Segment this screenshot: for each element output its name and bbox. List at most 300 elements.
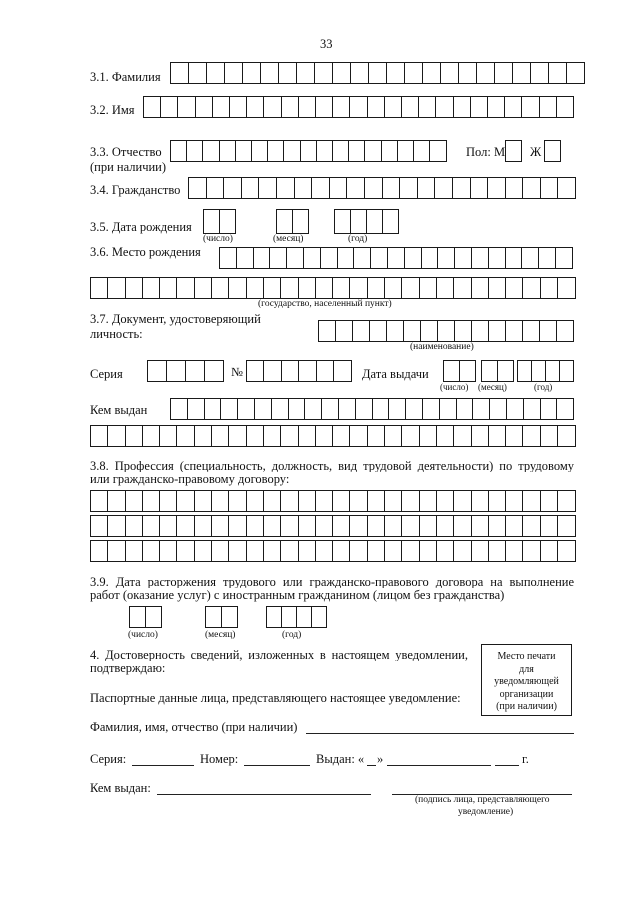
name-field[interactable] [143,96,574,118]
input-cell[interactable] [311,177,330,199]
input-cell[interactable] [488,247,506,269]
input-cell[interactable] [314,62,333,84]
input-cell[interactable] [125,515,144,537]
input-cell[interactable] [321,398,339,420]
input-cell[interactable] [540,515,559,537]
input-cell[interactable] [540,177,559,199]
input-cell[interactable] [367,277,386,299]
input-cell[interactable] [333,360,352,382]
input-cell[interactable] [494,62,513,84]
input-cell[interactable] [348,140,366,162]
input-cell[interactable] [332,540,351,562]
input-cell[interactable] [470,177,489,199]
input-cell[interactable] [505,425,524,447]
input-cell[interactable] [228,540,247,562]
input-cell[interactable] [236,247,254,269]
input-cell[interactable] [522,515,541,537]
input-cell[interactable] [220,398,238,420]
input-cell[interactable] [436,277,455,299]
input-cell[interactable] [453,490,472,512]
input-cell[interactable] [125,540,144,562]
input-cell[interactable] [334,209,351,234]
input-cell[interactable] [280,277,299,299]
input-cell[interactable] [228,515,247,537]
input-cell[interactable] [436,425,455,447]
input-cell[interactable] [401,515,420,537]
input-cell[interactable] [388,398,406,420]
input-cell[interactable] [413,140,431,162]
input-cell[interactable] [246,277,265,299]
input-cell[interactable] [170,62,189,84]
input-cell[interactable] [211,277,230,299]
input-cell[interactable] [298,540,317,562]
input-cell[interactable] [176,540,195,562]
input-cell[interactable] [453,425,472,447]
input-cell[interactable] [318,320,336,342]
input-cell[interactable] [246,96,265,118]
input-cell[interactable] [263,515,282,537]
input-cell[interactable] [556,96,575,118]
input-cell[interactable] [315,425,334,447]
input-cell[interactable] [346,177,365,199]
input-cell[interactable] [488,277,507,299]
input-cell[interactable] [437,320,455,342]
input-cell[interactable] [267,140,285,162]
sex-male-box[interactable] [505,140,522,162]
input-cell[interactable] [283,140,301,162]
input-cell[interactable] [422,398,440,420]
input-cell[interactable] [419,540,438,562]
input-cell[interactable] [223,177,242,199]
input-cell[interactable] [487,96,506,118]
input-cell[interactable] [471,540,490,562]
input-cell[interactable] [401,490,420,512]
input-cell[interactable] [194,277,213,299]
input-cell[interactable] [381,140,399,162]
input-cell[interactable] [219,247,237,269]
input-cell[interactable] [471,320,489,342]
input-cell[interactable] [540,277,559,299]
input-cell[interactable] [286,247,304,269]
input-cell[interactable] [206,177,225,199]
input-cell[interactable] [453,277,472,299]
issued-by-field-2[interactable] [90,425,576,447]
input-cell[interactable] [349,277,368,299]
input-cell[interactable] [90,540,109,562]
termination-month-field[interactable] [205,606,238,628]
input-cell[interactable] [269,247,287,269]
input-cell[interactable] [505,177,524,199]
input-cell[interactable] [125,277,144,299]
input-cell[interactable] [429,140,447,162]
input-cell[interactable] [487,177,506,199]
input-cell[interactable] [281,360,300,382]
input-cell[interactable] [538,247,556,269]
input-cell[interactable] [439,398,457,420]
input-cell[interactable] [145,606,162,628]
input-cell[interactable] [258,177,277,199]
input-cell[interactable] [489,398,507,420]
input-cell[interactable] [316,140,334,162]
input-cell[interactable] [280,490,299,512]
input-cell[interactable] [211,515,230,537]
input-cell[interactable] [349,515,368,537]
input-cell[interactable] [298,277,317,299]
citizenship-field[interactable] [188,177,576,199]
input-cell[interactable] [90,490,109,512]
input-cell[interactable] [315,540,334,562]
input-cell[interactable] [548,62,567,84]
input-cell[interactable] [458,62,477,84]
input-cell[interactable] [147,360,167,382]
input-cell[interactable] [160,96,179,118]
input-cell[interactable] [386,62,405,84]
input-cell[interactable] [176,277,195,299]
input-cell[interactable] [246,515,265,537]
input-cell[interactable] [471,515,490,537]
input-cell[interactable] [367,425,386,447]
input-cell[interactable] [219,140,237,162]
input-cell[interactable] [566,62,585,84]
input-cell[interactable] [539,320,557,342]
input-cell[interactable] [384,277,403,299]
input-cell[interactable] [367,96,386,118]
input-cell[interactable] [539,96,558,118]
input-cell[interactable] [471,490,490,512]
input-cell[interactable] [540,425,559,447]
input-cell[interactable] [332,96,351,118]
termination-year-field[interactable] [266,606,327,628]
input-cell[interactable] [517,360,532,382]
input-cell[interactable] [296,62,315,84]
input-cell[interactable] [280,540,299,562]
input-cell[interactable] [556,398,574,420]
input-cell[interactable] [505,247,523,269]
input-cell[interactable] [382,177,401,199]
input-cell[interactable] [235,140,253,162]
input-cell[interactable] [90,515,109,537]
input-cell[interactable] [366,209,383,234]
input-cell[interactable] [523,398,541,420]
input-cell[interactable] [281,606,297,628]
birth-day-field[interactable] [203,209,236,234]
input-cell[interactable] [159,490,178,512]
input-cell[interactable] [228,425,247,447]
fio-line[interactable] [306,733,574,734]
input-cell[interactable] [237,398,255,420]
input-cell[interactable] [476,62,495,84]
input-cell[interactable] [280,425,299,447]
input-cell[interactable] [349,490,368,512]
input-cell[interactable] [545,360,560,382]
input-cell[interactable] [436,490,455,512]
input-cell[interactable] [419,425,438,447]
input-cell[interactable] [211,425,230,447]
input-cell[interactable] [368,62,387,84]
input-cell[interactable] [294,177,313,199]
input-cell[interactable] [311,606,327,628]
passport-issued-by-line[interactable] [157,794,371,795]
input-cell[interactable] [194,540,213,562]
input-cell[interactable] [453,96,472,118]
input-cell[interactable] [195,96,214,118]
input-cell[interactable] [505,277,524,299]
input-cell[interactable] [276,177,295,199]
input-cell[interactable] [505,515,524,537]
input-cell[interactable] [125,425,144,447]
input-cell[interactable] [481,360,498,382]
input-cell[interactable] [522,277,541,299]
input-cell[interactable] [188,62,207,84]
input-cell[interactable] [298,360,317,382]
input-cell[interactable] [352,320,370,342]
input-cell[interactable] [263,425,282,447]
input-cell[interactable] [386,320,404,342]
input-cell[interactable] [271,398,289,420]
input-cell[interactable] [315,277,334,299]
input-cell[interactable] [556,320,574,342]
input-cell[interactable] [229,96,248,118]
input-cell[interactable] [315,96,334,118]
input-cell[interactable] [221,606,238,628]
surname-field[interactable] [170,62,585,84]
input-cell[interactable] [263,490,282,512]
input-cell[interactable] [170,140,188,162]
input-cell[interactable] [298,425,317,447]
input-cell[interactable] [107,490,126,512]
input-cell[interactable] [436,515,455,537]
birth-place-field-2[interactable] [90,277,576,299]
input-cell[interactable] [242,62,261,84]
profession-field-1[interactable] [90,490,576,512]
input-cell[interactable] [512,62,531,84]
input-cell[interactable] [254,398,272,420]
input-cell[interactable] [298,96,317,118]
birth-month-field[interactable] [276,209,309,234]
input-cell[interactable] [278,62,297,84]
input-cell[interactable] [228,490,247,512]
input-cell[interactable] [453,515,472,537]
input-cell[interactable] [176,515,195,537]
input-cell[interactable] [185,360,205,382]
input-cell[interactable] [188,177,207,199]
profession-field-2[interactable] [90,515,576,537]
input-cell[interactable] [300,140,318,162]
input-cell[interactable] [186,140,204,162]
input-cell[interactable] [332,490,351,512]
number-field[interactable] [246,360,352,382]
input-cell[interactable] [350,209,367,234]
sex-female-box[interactable] [544,140,561,162]
input-cell[interactable] [292,209,309,234]
input-cell[interactable] [436,540,455,562]
input-cell[interactable] [401,425,420,447]
patronymic-field[interactable] [170,140,447,162]
input-cell[interactable] [280,515,299,537]
input-cell[interactable] [246,490,265,512]
input-cell[interactable] [204,360,224,382]
input-cell[interactable] [454,247,472,269]
input-cell[interactable] [505,540,524,562]
input-cell[interactable] [166,360,186,382]
input-cell[interactable] [367,490,386,512]
input-cell[interactable] [142,277,161,299]
input-cell[interactable] [298,515,317,537]
input-cell[interactable] [434,177,453,199]
input-cell[interactable] [401,540,420,562]
input-cell[interactable] [332,515,351,537]
input-cell[interactable] [142,515,161,537]
input-cell[interactable] [521,96,540,118]
input-cell[interactable] [335,320,353,342]
input-cell[interactable] [497,360,514,382]
input-cell[interactable] [338,398,356,420]
input-cell[interactable] [557,515,576,537]
input-cell[interactable] [170,398,188,420]
input-cell[interactable] [417,177,436,199]
passport-number-line[interactable] [244,765,310,766]
input-cell[interactable] [419,490,438,512]
input-cell[interactable] [142,490,161,512]
input-cell[interactable] [206,62,225,84]
input-cell[interactable] [544,140,561,162]
input-cell[interactable] [125,490,144,512]
input-cell[interactable] [505,320,523,342]
input-cell[interactable] [364,177,383,199]
input-cell[interactable] [472,398,490,420]
input-cell[interactable] [435,96,454,118]
input-cell[interactable] [211,540,230,562]
input-cell[interactable] [263,540,282,562]
input-cell[interactable] [372,398,390,420]
input-cell[interactable] [107,277,126,299]
input-cell[interactable] [276,209,293,234]
input-cell[interactable] [298,490,317,512]
input-cell[interactable] [384,96,403,118]
input-cell[interactable] [422,62,441,84]
input-cell[interactable] [203,209,220,234]
input-cell[interactable] [187,398,205,420]
birth-place-field-1[interactable] [219,247,573,269]
input-cell[interactable] [522,425,541,447]
input-cell[interactable] [521,247,539,269]
input-cell[interactable] [471,277,490,299]
input-cell[interactable] [204,398,222,420]
input-cell[interactable] [211,490,230,512]
input-cell[interactable] [303,247,321,269]
issued-by-field-1[interactable] [170,398,574,420]
input-cell[interactable] [350,62,369,84]
input-cell[interactable] [488,425,507,447]
input-cell[interactable] [349,96,368,118]
issue-year-field[interactable] [517,360,574,382]
input-cell[interactable] [332,140,350,162]
input-cell[interactable] [266,606,282,628]
input-cell[interactable] [263,96,282,118]
input-cell[interactable] [349,425,368,447]
input-cell[interactable] [241,177,260,199]
input-cell[interactable] [288,398,306,420]
input-cell[interactable] [316,360,335,382]
input-cell[interactable] [440,62,459,84]
input-cell[interactable] [251,140,269,162]
input-cell[interactable] [454,320,472,342]
input-cell[interactable] [421,247,439,269]
input-cell[interactable] [384,425,403,447]
passport-issued-month-line[interactable] [387,765,491,766]
input-cell[interactable] [488,540,507,562]
input-cell[interactable] [540,398,558,420]
passport-issued-year-line[interactable] [495,765,519,766]
input-cell[interactable] [281,96,300,118]
input-cell[interactable] [159,515,178,537]
input-cell[interactable] [522,320,540,342]
issue-month-field[interactable] [481,360,514,382]
profession-field-3[interactable] [90,540,576,562]
input-cell[interactable] [557,490,576,512]
input-cell[interactable] [443,360,460,382]
input-cell[interactable] [504,96,523,118]
input-cell[interactable] [202,140,220,162]
input-cell[interactable] [364,140,382,162]
input-cell[interactable] [349,540,368,562]
input-cell[interactable] [506,398,524,420]
input-cell[interactable] [107,425,126,447]
input-cell[interactable] [401,96,420,118]
input-cell[interactable] [488,320,506,342]
input-cell[interactable] [555,247,573,269]
input-cell[interactable] [320,247,338,269]
input-cell[interactable] [522,177,541,199]
input-cell[interactable] [530,62,549,84]
input-cell[interactable] [471,425,490,447]
input-cell[interactable] [194,425,213,447]
input-cell[interactable] [505,490,524,512]
input-cell[interactable] [399,177,418,199]
passport-series-line[interactable] [132,765,194,766]
input-cell[interactable] [384,540,403,562]
input-cell[interactable] [369,320,387,342]
input-cell[interactable] [90,277,109,299]
input-cell[interactable] [367,540,386,562]
input-cell[interactable] [353,247,371,269]
passport-issued-day-line[interactable] [367,765,376,766]
input-cell[interactable] [176,490,195,512]
input-cell[interactable] [557,425,576,447]
input-cell[interactable] [404,62,423,84]
input-cell[interactable] [315,490,334,512]
input-cell[interactable] [142,425,161,447]
input-cell[interactable] [263,277,282,299]
input-cell[interactable] [260,62,279,84]
input-cell[interactable] [522,540,541,562]
input-cell[interactable] [296,606,312,628]
input-cell[interactable] [177,96,196,118]
input-cell[interactable] [453,540,472,562]
input-cell[interactable] [384,515,403,537]
input-cell[interactable] [246,425,265,447]
input-cell[interactable] [522,490,541,512]
input-cell[interactable] [557,177,576,199]
input-cell[interactable] [401,277,420,299]
input-cell[interactable] [315,515,334,537]
input-cell[interactable] [194,490,213,512]
input-cell[interactable] [471,247,489,269]
input-cell[interactable] [540,490,559,512]
input-cell[interactable] [459,360,476,382]
input-cell[interactable] [404,247,422,269]
input-cell[interactable] [505,140,522,162]
